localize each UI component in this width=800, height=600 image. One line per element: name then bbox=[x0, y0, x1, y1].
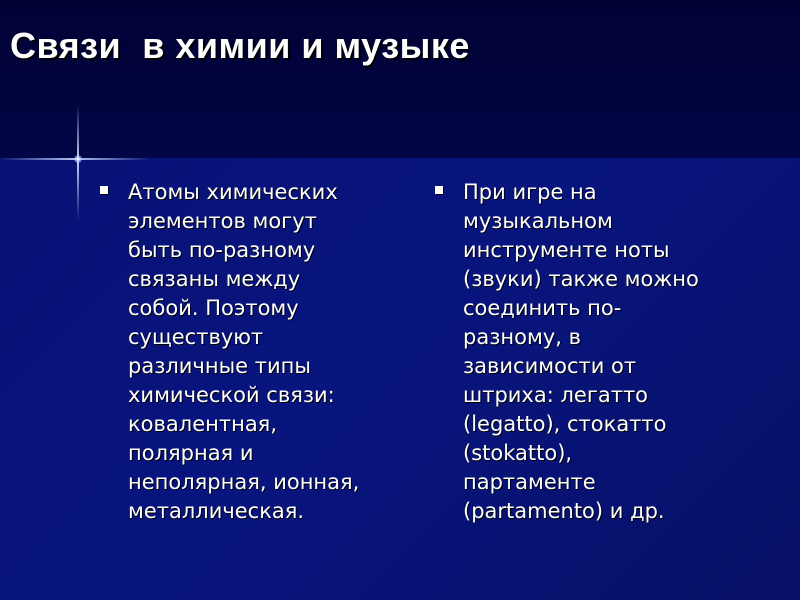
music-bullet-text: При игре на музыкальном инструменте ноты (звуки) также можно соединить по- разному, в зависимости от штриха: легатто (legatto), стокатто (stokatto), партаменте (partamento) и др. bbox=[463, 180, 699, 523]
music-bullet-item bbox=[435, 178, 765, 526]
chemistry-bullet-text: Атомы химических элементов могут быть по-разному связаны между собой. Поэтому существуют различные типы химической связи: ковалентная, полярная и неполярная, ионная, металлическая. bbox=[128, 180, 360, 523]
light-flare-core bbox=[74, 155, 82, 163]
slide-title: Связи в химии и музыке bbox=[10, 25, 470, 66]
square-bullet-icon bbox=[100, 186, 108, 194]
chemistry-bullet-item bbox=[100, 178, 410, 526]
slide-header-background bbox=[0, 0, 800, 158]
square-bullet-icon bbox=[435, 186, 443, 194]
